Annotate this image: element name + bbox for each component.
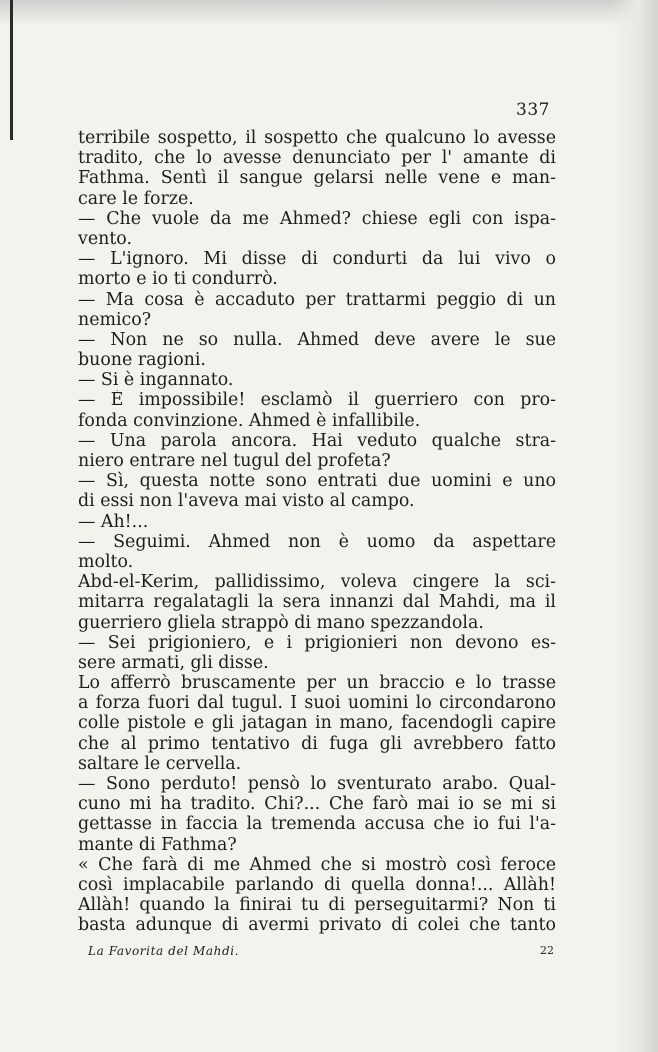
scan-binding-edge [10,0,13,140]
text-line: fonda convinzione. Ahmed è infallibile. [78,410,421,431]
text-line: — Una parola ancora. Hai veduto qualche stra- [78,430,556,451]
text-line: mante di Fathma? [78,834,237,855]
text-line: niero entrare nel tugul del profeta? [78,451,391,471]
text-line: — Sono perduto! pensò lo sventurato arabo. Qual- [78,774,556,794]
text-line: nemico? [78,309,152,330]
text-line: che al primo tentativo di fuga gli avrebbero fatto [78,733,556,754]
body-text [78,128,556,936]
scan-shadow-top [0,0,658,26]
text-line: — Sì, questa notte sono entrati due uomini e uno [78,471,556,492]
text-line: Abd-el-Kerim, pallidissimo, voleva cingere la sci- [78,572,556,593]
footer-signature: 22 [540,944,554,957]
scan-shadow-right [612,0,658,1052]
text-line: terribile sospetto, il sospetto che qualcuno lo avesse [78,128,556,148]
text-line: buone ragioni. [78,350,206,371]
text-line: guerriero gliela strappò di mano spezzandola. [78,612,484,633]
text-line: vento. [78,228,132,249]
text-line: così implacabile parlando di quella donna!... Allàh! [78,874,556,895]
text-line: gettasse in faccia la tremenda accusa che io fui l'a- [78,814,556,835]
text-line: — Seguimi. Ahmed non è uomo da aspettare [78,531,556,552]
footer-book-title: La Favorita del Mahdi. [88,944,240,958]
text-line: Allàh! quando la finirai tu di perseguitarmi? Non ti [78,895,556,916]
text-line: colle pistole e gli jatagan in mano, facendogli capire [78,713,556,734]
text-line: basta adunque di avermi privato di colei che tanto [78,915,556,936]
text-line: Lo afferrò bruscamente per un braccio e lo trasse [78,673,556,694]
text-line: — È impossibile! esclamò il guerriero con pro- [78,390,556,411]
text-line: tradito, che lo avesse denunciato per l' amante di [78,148,556,169]
text-line: di essi non l'aveva mai visto al campo. [78,491,415,512]
text-line: sere armati, gli disse. [78,652,269,673]
page-number: 337 [516,100,550,120]
text-line: morto e io ti condurrò. [78,269,278,290]
text-line: Fathma. Sentì il sangue gelarsi nelle vene e man- [78,168,556,189]
text-line: — Che vuole da me Ahmed? chiese egli con ispa- [78,208,556,229]
text-line: — Sei prigioniero, e i prigionieri non devono es- [78,632,556,653]
text-line: — Si è ingannato. [78,370,234,391]
text-line: — L'ignoro. Mi disse di condurti da lui vivo o [78,249,556,270]
text-line: mitarra regalatagli la sera innanzi dal Mahdi, ma il [78,592,556,613]
text-line: saltare le cervella. [78,753,242,774]
text-line: — Ah!... [78,511,149,532]
text-line: a forza fuori dal tugul. I suoi uomini lo circondarono [78,693,556,714]
text-line: care le forze. [78,188,194,209]
text-line: cuno mi ha tradito. Chi?... Che farò mai io se mi si [78,794,556,815]
text-line: — Ma cosa è accaduto per trattarmi peggio di un [78,289,556,310]
text-line: — Non ne so nulla. Ahmed deve avere le sue [78,329,556,350]
text-line: molto. [78,551,134,572]
text-line: « Che farà di me Ahmed che si mostrò così feroce [78,854,556,875]
